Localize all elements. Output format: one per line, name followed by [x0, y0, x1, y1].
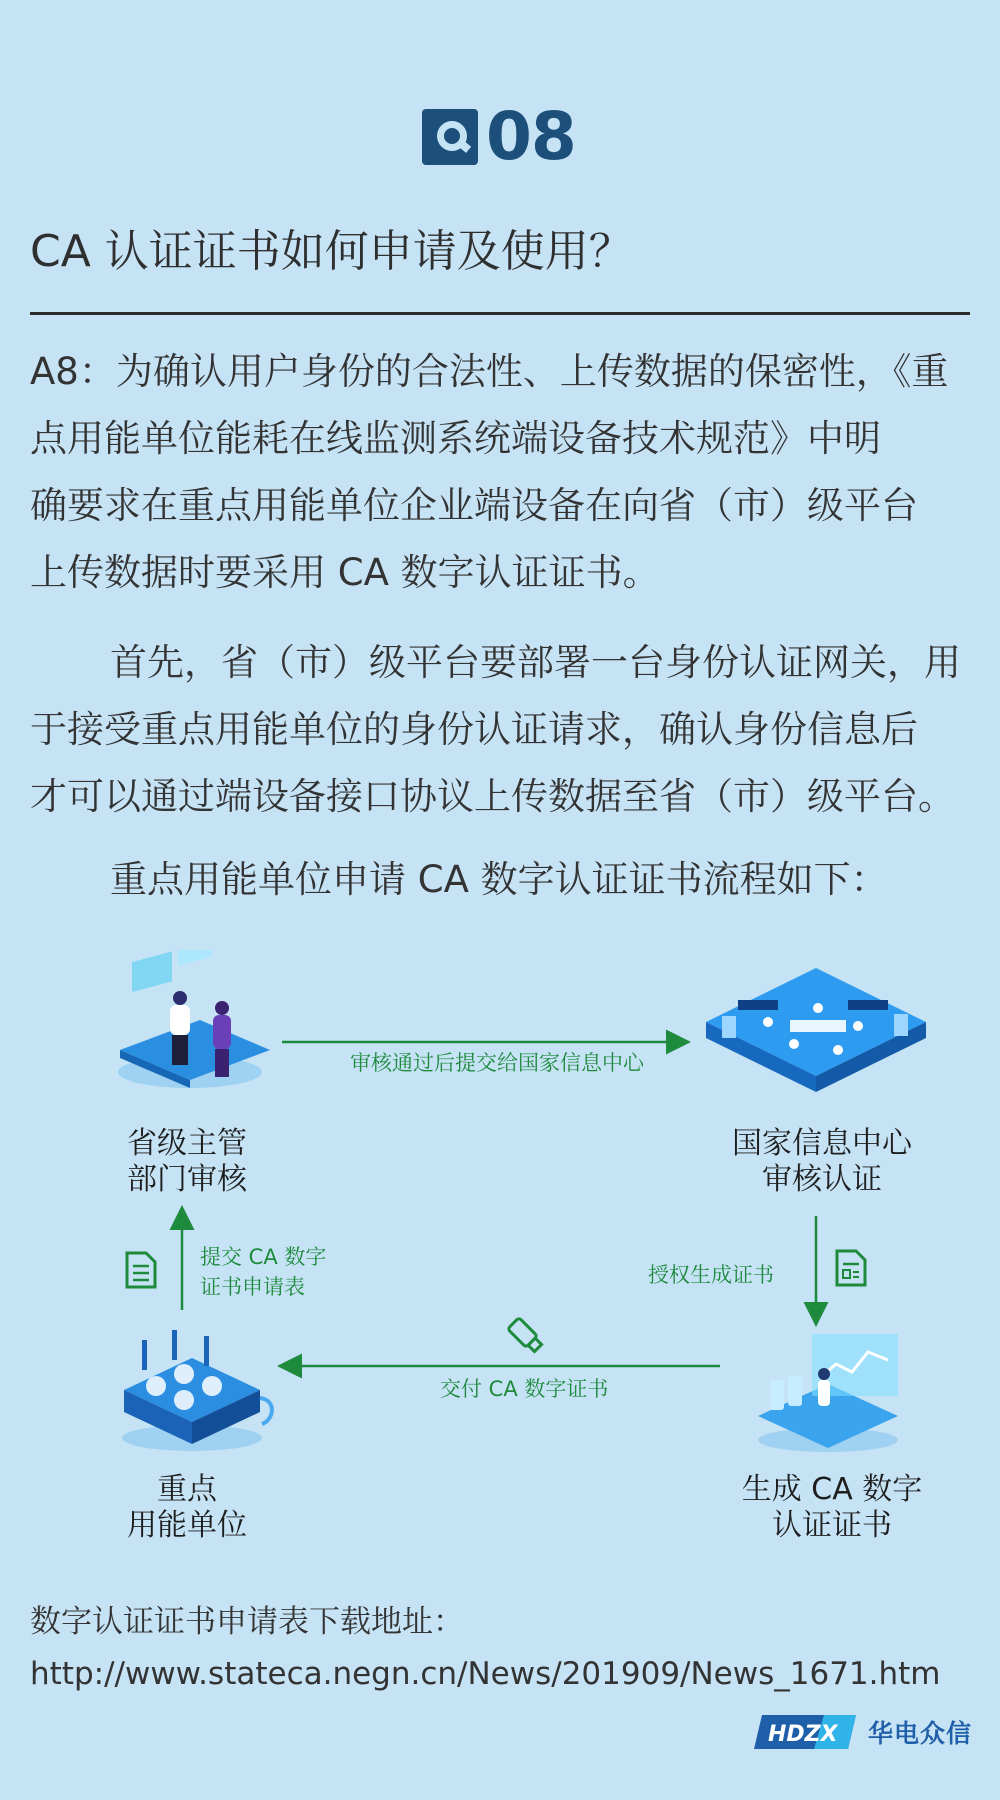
question-badge	[422, 98, 576, 175]
text-line: 确要求在重点用能单位企业端设备在向省（市）级平台	[30, 484, 918, 527]
answer-paragraph-3	[30, 846, 970, 913]
edge-label-submit-national: 审核通过后提交给国家信息中心	[350, 1051, 644, 1075]
hdzx-logo	[754, 1715, 856, 1749]
edge-label-submit-form	[200, 1242, 326, 1302]
edge-label-deliver: 交付 CA 数字证书	[440, 1377, 609, 1401]
node-energy-unit	[92, 1472, 282, 1544]
download-url[interactable]: http://www.stateca.negn.cn/News/201909/News_1671.htm	[30, 1656, 941, 1692]
text-line: 首先，省（市）级平台要部署一台身份认证网关，用	[110, 641, 961, 684]
node-label-line: 审核认证	[762, 1162, 882, 1197]
document-icon	[124, 1250, 158, 1290]
download-label: 数字认证证书申请表下载地址：	[30, 1604, 464, 1640]
divider	[30, 312, 970, 315]
usb-key-icon	[506, 1316, 546, 1356]
node-generate-certificate	[722, 1472, 942, 1544]
text-line: 点用能单位能耗在线监测系统端设备技术规范》中明	[30, 417, 881, 460]
node-label-line: 省级主管	[127, 1126, 247, 1161]
brand	[754, 1714, 972, 1750]
certificate-icon	[834, 1248, 868, 1288]
energy-unit-illustration	[112, 1320, 282, 1455]
text-line: 才可以通过端设备接口协议上传数据至省（市）级平台。	[30, 775, 955, 818]
text-line: A8：为确认用户身份的合法性、上传数据的保密性，《重	[30, 350, 949, 393]
question-number: 08	[486, 98, 576, 175]
node-label-line: 国家信息中心	[732, 1126, 912, 1161]
text-line: 上传数据时要采用 CA 数字认证证书。	[30, 551, 660, 594]
node-label-line: 认证证书	[772, 1508, 892, 1543]
node-provincial-review	[92, 1126, 282, 1198]
svg-text:HDZX: HDZX	[767, 1722, 838, 1747]
question-title: CA 认证证书如何申请及使用？	[30, 226, 633, 277]
edge-label-line: 提交 CA 数字	[200, 1245, 327, 1269]
node-national-center	[712, 1126, 932, 1198]
ca-application-flow	[0, 930, 1000, 1570]
q-badge-icon	[422, 109, 478, 165]
text-line: 重点用能单位申请 CA 数字认证证书流程如下：	[110, 858, 888, 901]
edge-label-authorize: 授权生成证书	[648, 1263, 774, 1287]
node-label-line: 生成 CA 数字	[741, 1472, 923, 1507]
answer-paragraph-1	[30, 338, 970, 606]
node-label-line: 部门审核	[127, 1162, 247, 1197]
generate-certificate-illustration	[748, 1328, 908, 1458]
download-info	[30, 1596, 941, 1700]
provincial-review-illustration	[110, 950, 280, 1100]
edge-label-line: 证书申请表	[200, 1275, 305, 1299]
text-line: 于接受重点用能单位的身份认证请求，确认身份信息后	[30, 708, 918, 751]
national-center-illustration	[698, 960, 934, 1110]
node-label-line: 用能单位	[127, 1508, 247, 1543]
brand-name: 华电众信	[867, 1719, 972, 1748]
node-label-line: 重点	[157, 1472, 217, 1507]
answer-paragraph-2	[30, 629, 970, 830]
